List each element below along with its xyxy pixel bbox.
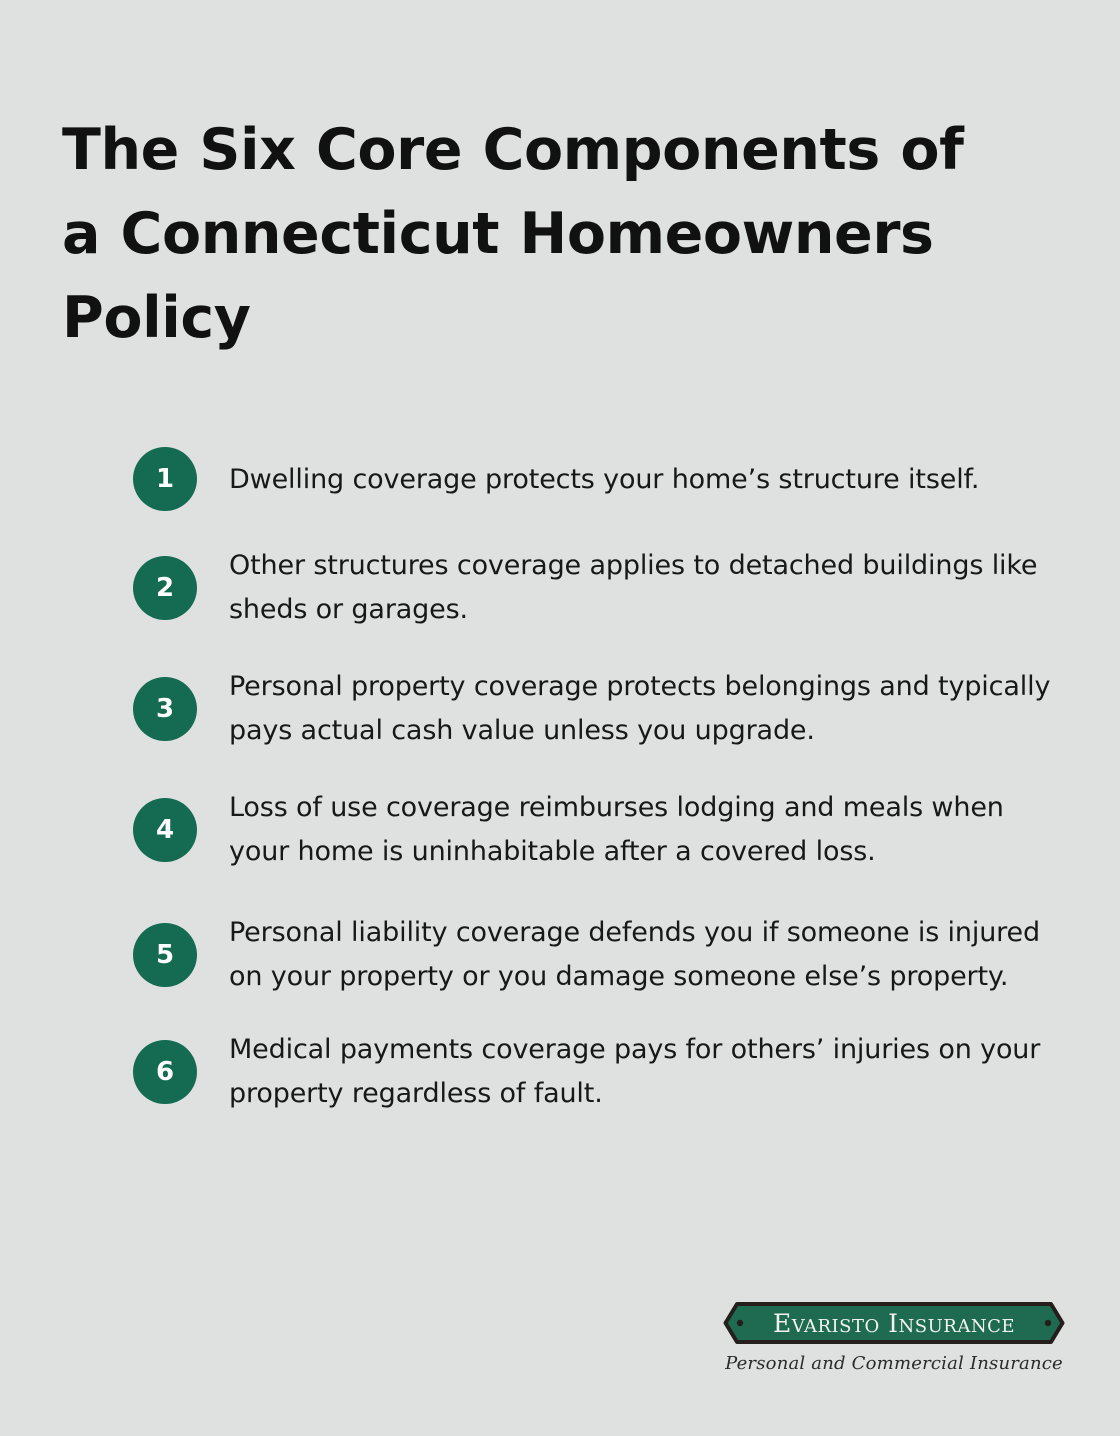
list-item-text: Personal liability coverage defends you if someone is injured on your property or you damage someone else’s property.	[229, 917, 1040, 992]
logo-name: Evaristo Insurance	[772, 1308, 1016, 1338]
logo-left-dot-icon	[737, 1320, 743, 1326]
list-item	[133, 543, 1063, 632]
list-number-badge: 4	[133, 798, 197, 862]
list-item-text: Personal property coverage protects belongings and typically pays actual cash value unless you upgrade.	[229, 671, 1051, 746]
list-number-badge: 2	[133, 556, 197, 620]
list-number-badge: 1	[133, 447, 197, 511]
logo-plaque-shape	[723, 1298, 1065, 1348]
logo-tagline: Personal and Commercial Insurance	[725, 1353, 1063, 1374]
list-item-text: Dwelling coverage protects your home’s structure itself.	[229, 463, 980, 495]
logo-plaque	[723, 1298, 1065, 1348]
company-logo	[723, 1298, 1065, 1374]
page-title: The Six Core Components of a Connecticut Homeowners Policy	[62, 117, 964, 351]
list-item	[133, 910, 1063, 999]
list-item	[133, 1027, 1063, 1116]
components-list	[133, 447, 1063, 1116]
title-block	[62, 108, 1022, 360]
list-item-text: Medical payments coverage pays for others’ injuries on your property regardless of fault.	[229, 1034, 1041, 1109]
list-item	[133, 664, 1063, 753]
list-item-text: Loss of use coverage reimburses lodging and meals when your home is uninhabitable after a covered loss.	[229, 792, 1004, 867]
list-number-badge: 5	[133, 923, 197, 987]
logo-right-dot-icon	[1045, 1320, 1051, 1326]
list-item	[133, 785, 1063, 874]
list-item-text: Other structures coverage applies to detached buildings like sheds or garages.	[229, 550, 1038, 625]
list-item	[133, 447, 1063, 511]
list-number-badge: 3	[133, 677, 197, 741]
list-number-badge: 6	[133, 1040, 197, 1104]
